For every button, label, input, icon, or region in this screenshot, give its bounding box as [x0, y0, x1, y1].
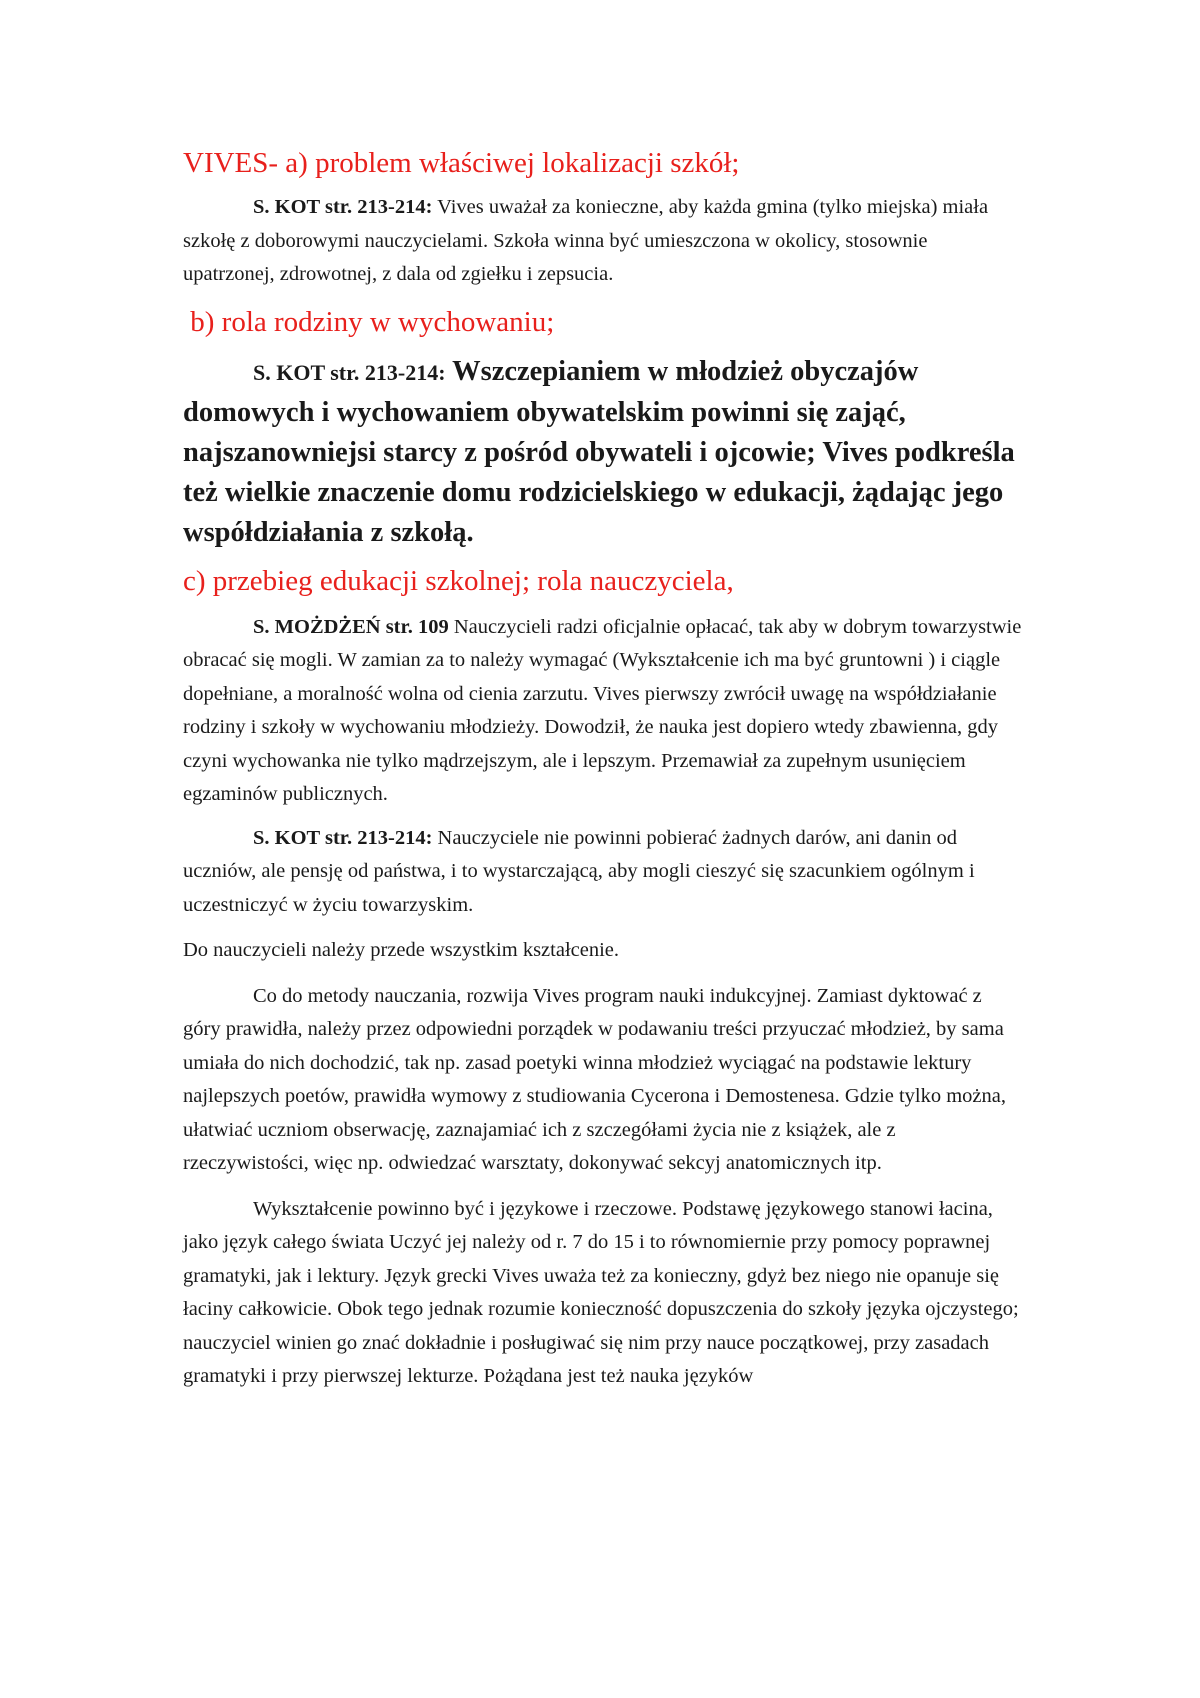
paragraph-text: Nauczyciele nie powinni pobierać żadnych darów, ani danin od uczniów, ale pensję od państwa, i to wystarczającą, aby mogli cieszyć się szacunkiem ogólnym i uczestniczyć w życiu towarzyskim. — [183, 826, 975, 916]
heading-section-a: VIVES- a) problem właściwej lokalizacji szkół; — [183, 147, 740, 179]
source-citation: S. KOT str. 213-214: — [253, 359, 446, 385]
paragraph-teaching-method: Co do metody nauczania, rozwija Vives program nauki indukcyjnej. Zamiast dyktować z góry prawidła, należy przez odpowiedni porządek w podawaniu treści przyuczać młodzież, by sama umiała do nich dochodzić, tak np. zasad poetyki winna młodzież wyciągać na podstawie lektury najlepszych poetów, prawidła wymowy z studiowania Cycerona i Demostenesa. Gdzie tylko można, ułatwiać uczniom obserwację, zaznajamiać ich z szczegółami życia nie z książek, ale z rzeczywistości, więc np. odwiedzać warsztaty, dokonywać sekcyj anatomicznych itp. — [183, 984, 1006, 1174]
paragraph-text: Wszczepianiem w młodzież obyczajów domowych i wychowaniem obywatelskim powinni się zająć, najszanowniejsi starcy z pośród obywateli i ojcowie; Vives podkreśla też wielkie znaczenie domu rodzicielskiego w edukacji, żądając jego współdziałania z szkołą. — [183, 355, 1015, 548]
paragraph-education-duty: Do nauczycieli należy przede wszystkim kształcenie. — [183, 939, 620, 961]
paragraph-section-a — [183, 191, 1023, 292]
paragraph-mozdzen — [183, 611, 1023, 812]
paragraph-kot-teachers — [183, 822, 1023, 923]
source-citation: S. KOT str. 213-214: — [253, 196, 433, 218]
heading-section-b: b) rola rodziny w wychowaniu; — [183, 305, 555, 338]
paragraph-text: Nauczycieli radzi oficjalnie opłacać, tak aby w dobrym towarzystwie obracać się mogli. W zamian za to należy wymagać (Wykształcenie ich ma być gruntowni ) i ciągle dopełniane, a moralność wolna od cienia zarzutu. Vives pierwszy zwrócił uwagę na współdziałanie rodziny i szkoły w wychowaniu młodzieży. Dowodził, że nauka jest dopiero wtedy zbawienna, gdy czyni wychowanka nie tylko mądrzejszym, ale i lepszym. Przemawiał za zupełnym usunięciem egzaminów publicznych. — [183, 615, 1022, 805]
paragraph-text: Vives uważał za konieczne, aby każda gmina (tylko miejska) miała szkołę z doborowymi nauczycielami. Szkoła winna być umieszczona w okolicy, stosownie upatrzonej, zdrowotnej, z dala od zgiełku i zepsucia. — [183, 196, 989, 285]
document-page — [183, 145, 1023, 1394]
paragraph-section-b — [183, 352, 1023, 553]
paragraph-language-education: Wykształcenie powinno być i językowe i rzeczowe. Podstawę językowego stanowi łacina, jako język całego świata Uczyć jej należy od r. 7 do 15 i to równomiernie przy pomocy poprawnej gramatyki, jak i lektury. Język grecki Vives uważa też za konieczny, gdyż bez niego nie opanuje się łaciny całkowicie. Obok tego jednak rozumie konieczność dopuszczenia do szkoły języka ojczystego; nauczyciel winien go znać dokładnie i posługiwać się nim przy nauce początkowej, przy zasadach gramatyki i przy pierwszej lekturze. Pożądana jest też nauka języków — [183, 1197, 1019, 1387]
source-citation: S. KOT str. 213-214: — [253, 826, 433, 849]
source-citation: S. MOŻDŻEŃ str. 109 — [253, 615, 449, 638]
heading-section-c: c) przebieg edukacji szkolnej; rola nauczyciela, — [183, 564, 734, 597]
